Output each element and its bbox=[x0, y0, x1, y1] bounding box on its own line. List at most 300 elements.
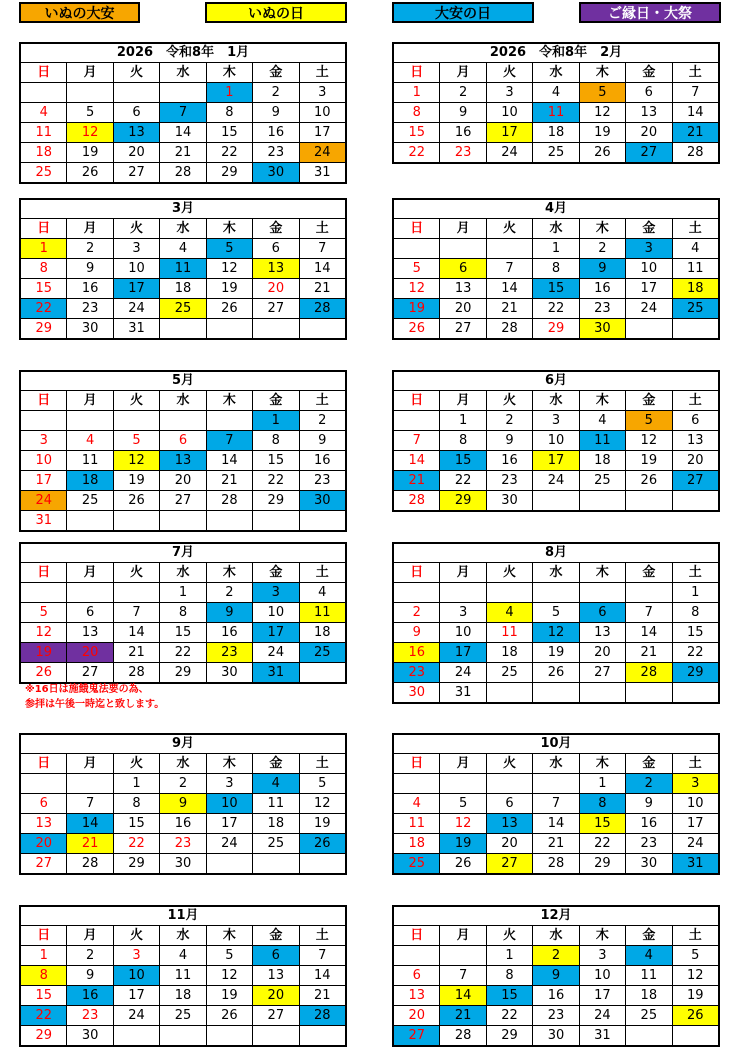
day-cell: 28 bbox=[66, 854, 112, 873]
empty-day-cell bbox=[113, 583, 159, 602]
weekday-header: 水 bbox=[159, 391, 205, 410]
day-cell: 19 bbox=[113, 471, 159, 490]
weekday-header: 日 bbox=[37, 565, 51, 580]
empty-day-cell bbox=[579, 491, 625, 510]
day-cell: 27 bbox=[486, 854, 532, 873]
day-cell: 1 bbox=[486, 946, 532, 965]
day-cell: 11 bbox=[532, 103, 578, 122]
day-cell: 18 bbox=[532, 123, 578, 142]
weekday-header: 月 bbox=[66, 219, 112, 238]
day-cell: 27 bbox=[625, 143, 671, 162]
legend-ennichi-taisai: ご縁日・大祭 bbox=[579, 2, 721, 23]
empty-day-cell bbox=[579, 683, 625, 702]
day-cell: 20 bbox=[408, 1008, 425, 1023]
weekday-header: 日 bbox=[410, 565, 424, 580]
day-cell: 5 bbox=[66, 103, 112, 122]
day-cell: 23 bbox=[579, 299, 625, 318]
empty-day-cell bbox=[439, 946, 485, 965]
weekday-header: 金 bbox=[252, 63, 298, 82]
day-cell: 17 bbox=[113, 279, 159, 298]
day-cell: 19 bbox=[439, 834, 485, 853]
empty-day-cell bbox=[672, 683, 718, 702]
day-cell: 28 bbox=[532, 854, 578, 873]
weekday-header: 金 bbox=[252, 926, 298, 945]
day-cell: 17 bbox=[532, 451, 578, 470]
day-cell: 19 bbox=[206, 279, 252, 298]
day-cell: 21 bbox=[66, 834, 112, 853]
weekday-header: 日 bbox=[37, 928, 51, 943]
week-row bbox=[21, 122, 345, 142]
week-row bbox=[21, 965, 345, 985]
day-cell: 29 bbox=[486, 1026, 532, 1045]
day-cell: 6 bbox=[113, 103, 159, 122]
month-calendar bbox=[19, 370, 347, 532]
day-cell: 10 bbox=[252, 603, 298, 622]
week-row bbox=[21, 662, 345, 682]
day-cell: 15 bbox=[159, 623, 205, 642]
day-cell: 16 bbox=[206, 623, 252, 642]
day-cell: 8 bbox=[113, 794, 159, 813]
empty-day-cell bbox=[66, 411, 112, 430]
day-cell: 28 bbox=[159, 163, 205, 182]
day-cell: 24 bbox=[532, 471, 578, 490]
day-cell: 8 bbox=[486, 966, 532, 985]
day-cell: 19 bbox=[579, 123, 625, 142]
week-row bbox=[21, 642, 345, 662]
day-cell: 4 bbox=[625, 946, 671, 965]
day-cell: 13 bbox=[252, 259, 298, 278]
day-cell: 24 bbox=[252, 643, 298, 662]
weekday-header: 月 bbox=[66, 391, 112, 410]
day-cell: 16 bbox=[159, 814, 205, 833]
week-row bbox=[21, 853, 345, 873]
day-cell: 13 bbox=[625, 103, 671, 122]
day-cell: 23 bbox=[486, 471, 532, 490]
day-cell: 1 bbox=[21, 239, 66, 258]
weekday-header: 火 bbox=[486, 219, 532, 238]
day-cell: 12 bbox=[532, 623, 578, 642]
weekday-header: 金 bbox=[625, 219, 671, 238]
month-title: 7月 bbox=[21, 544, 345, 563]
empty-day-cell bbox=[439, 583, 485, 602]
day-cell: 3 bbox=[39, 433, 48, 448]
week-row bbox=[394, 450, 718, 470]
week-row bbox=[394, 985, 718, 1005]
day-cell: 19 bbox=[21, 643, 66, 662]
day-cell: 29 bbox=[35, 321, 52, 336]
day-cell: 25 bbox=[66, 491, 112, 510]
day-cell: 18 bbox=[35, 145, 52, 160]
day-cell: 31 bbox=[113, 319, 159, 338]
legend-taian-day: 大安の日 bbox=[392, 2, 534, 23]
weekday-header: 金 bbox=[252, 563, 298, 582]
week-row bbox=[394, 1025, 718, 1045]
day-cell: 5 bbox=[439, 794, 485, 813]
week-row bbox=[21, 582, 345, 602]
day-cell: 21 bbox=[486, 299, 532, 318]
day-cell: 29 bbox=[439, 491, 485, 510]
empty-day-cell bbox=[299, 854, 345, 873]
day-cell: 21 bbox=[394, 471, 439, 490]
empty-day-cell bbox=[206, 511, 252, 530]
day-cell: 16 bbox=[532, 986, 578, 1005]
day-cell: 21 bbox=[113, 643, 159, 662]
day-cell: 21 bbox=[299, 986, 345, 1005]
day-cell: 17 bbox=[206, 814, 252, 833]
weekday-header: 土 bbox=[672, 391, 718, 410]
empty-day-cell bbox=[113, 83, 159, 102]
day-cell: 30 bbox=[408, 685, 425, 700]
day-cell: 5 bbox=[412, 261, 421, 276]
day-cell: 7 bbox=[486, 259, 532, 278]
weekday-header: 月 bbox=[66, 926, 112, 945]
day-cell: 23 bbox=[66, 299, 112, 318]
day-cell: 13 bbox=[579, 623, 625, 642]
day-cell: 18 bbox=[408, 836, 425, 851]
empty-day-cell bbox=[532, 683, 578, 702]
month-calendar bbox=[19, 905, 347, 1047]
day-cell: 9 bbox=[412, 625, 421, 640]
day-cell: 15 bbox=[579, 814, 625, 833]
week-row bbox=[21, 813, 345, 833]
day-cell: 23 bbox=[439, 143, 485, 162]
week-row bbox=[21, 833, 345, 853]
empty-day-cell bbox=[159, 83, 205, 102]
day-cell: 18 bbox=[579, 451, 625, 470]
legend-inu-taian: いぬの大安 bbox=[19, 2, 140, 23]
day-cell: 6 bbox=[66, 603, 112, 622]
weekday-header: 日 bbox=[410, 221, 424, 236]
month-calendar bbox=[19, 198, 347, 340]
empty-day-cell bbox=[579, 583, 625, 602]
day-cell: 5 bbox=[579, 83, 625, 102]
month-calendar bbox=[392, 370, 720, 512]
empty-day-cell bbox=[486, 683, 532, 702]
day-cell: 28 bbox=[672, 143, 718, 162]
day-cell: 12 bbox=[625, 431, 671, 450]
day-cell: 8 bbox=[159, 603, 205, 622]
day-cell: 12 bbox=[299, 794, 345, 813]
weekday-header: 日 bbox=[410, 65, 424, 80]
week-row bbox=[394, 582, 718, 602]
weekday-header: 月 bbox=[66, 754, 112, 773]
day-cell: 8 bbox=[412, 105, 421, 120]
day-cell: 29 bbox=[35, 1028, 52, 1043]
weekday-header: 日 bbox=[37, 756, 51, 771]
day-cell: 26 bbox=[532, 663, 578, 682]
day-cell: 10 bbox=[299, 103, 345, 122]
day-cell: 28 bbox=[408, 493, 425, 508]
day-cell: 4 bbox=[299, 583, 345, 602]
empty-day-cell bbox=[532, 491, 578, 510]
day-cell: 26 bbox=[625, 471, 671, 490]
empty-day-cell bbox=[252, 319, 298, 338]
month-title: 2026 令和8年 1月 bbox=[21, 44, 345, 63]
weekday-header: 火 bbox=[113, 391, 159, 410]
day-cell: 16 bbox=[252, 123, 298, 142]
day-cell: 10 bbox=[532, 431, 578, 450]
day-cell: 15 bbox=[672, 623, 718, 642]
day-cell: 27 bbox=[439, 319, 485, 338]
weekday-header: 木 bbox=[206, 563, 252, 582]
empty-day-cell bbox=[299, 663, 345, 682]
day-cell: 24 bbox=[21, 491, 66, 510]
day-cell: 14 bbox=[66, 814, 112, 833]
day-cell: 7 bbox=[412, 433, 421, 448]
weekday-header-row bbox=[394, 563, 718, 582]
day-cell: 30 bbox=[579, 319, 625, 338]
empty-day-cell bbox=[672, 319, 718, 338]
day-cell: 22 bbox=[532, 299, 578, 318]
day-cell: 10 bbox=[625, 259, 671, 278]
day-cell: 2 bbox=[66, 946, 112, 965]
day-cell: 2 bbox=[579, 239, 625, 258]
weekday-header: 月 bbox=[66, 563, 112, 582]
day-cell: 2 bbox=[159, 774, 205, 793]
day-cell: 8 bbox=[579, 794, 625, 813]
day-cell: 7 bbox=[672, 83, 718, 102]
day-cell: 22 bbox=[159, 643, 205, 662]
day-cell: 21 bbox=[206, 471, 252, 490]
day-cell: 31 bbox=[579, 1026, 625, 1045]
day-cell: 29 bbox=[579, 854, 625, 873]
empty-day-cell bbox=[113, 411, 159, 430]
week-row bbox=[21, 510, 345, 530]
week-row bbox=[394, 793, 718, 813]
weekday-header: 金 bbox=[252, 219, 298, 238]
month-calendar bbox=[19, 542, 347, 684]
weekday-header: 木 bbox=[579, 219, 625, 238]
day-cell: 8 bbox=[206, 103, 252, 122]
day-cell: 4 bbox=[672, 239, 718, 258]
day-cell: 4 bbox=[159, 946, 205, 965]
weekday-header: 日 bbox=[37, 393, 51, 408]
day-cell: 7 bbox=[439, 966, 485, 985]
day-cell: 4 bbox=[486, 603, 532, 622]
day-cell: 1 bbox=[113, 774, 159, 793]
weekday-header-row bbox=[394, 926, 718, 945]
day-cell: 26 bbox=[206, 299, 252, 318]
day-cell: 3 bbox=[672, 774, 718, 793]
weekday-header: 日 bbox=[410, 928, 424, 943]
day-cell: 6 bbox=[252, 946, 298, 965]
weekday-header: 土 bbox=[299, 219, 345, 238]
day-cell: 15 bbox=[252, 451, 298, 470]
day-cell: 26 bbox=[66, 163, 112, 182]
weekday-header: 月 bbox=[439, 926, 485, 945]
day-cell: 2 bbox=[206, 583, 252, 602]
week-row bbox=[394, 662, 718, 682]
day-cell: 4 bbox=[66, 431, 112, 450]
day-cell: 22 bbox=[206, 143, 252, 162]
day-cell: 28 bbox=[206, 491, 252, 510]
month-title: 8月 bbox=[394, 544, 718, 563]
week-row bbox=[394, 278, 718, 298]
weekday-header: 火 bbox=[113, 754, 159, 773]
week-row bbox=[21, 490, 345, 510]
day-cell: 20 bbox=[66, 643, 112, 662]
weekday-header: 土 bbox=[299, 754, 345, 773]
day-cell: 26 bbox=[579, 143, 625, 162]
day-cell: 25 bbox=[672, 299, 718, 318]
week-row bbox=[394, 1005, 718, 1025]
day-cell: 13 bbox=[66, 623, 112, 642]
empty-day-cell bbox=[439, 774, 485, 793]
day-cell: 12 bbox=[66, 123, 112, 142]
day-cell: 20 bbox=[625, 123, 671, 142]
day-cell: 14 bbox=[625, 623, 671, 642]
day-cell: 24 bbox=[672, 834, 718, 853]
day-cell: 10 bbox=[206, 794, 252, 813]
day-cell: 30 bbox=[299, 491, 345, 510]
day-cell: 15 bbox=[113, 814, 159, 833]
week-row bbox=[21, 298, 345, 318]
day-cell: 28 bbox=[299, 1006, 345, 1025]
day-cell: 23 bbox=[299, 471, 345, 490]
day-cell: 9 bbox=[439, 103, 485, 122]
day-cell: 9 bbox=[625, 794, 671, 813]
day-cell: 18 bbox=[486, 643, 532, 662]
weekday-header: 土 bbox=[672, 926, 718, 945]
week-row bbox=[394, 813, 718, 833]
weekday-header: 土 bbox=[299, 926, 345, 945]
empty-day-cell bbox=[159, 1026, 205, 1045]
day-cell: 20 bbox=[672, 451, 718, 470]
day-cell: 7 bbox=[113, 603, 159, 622]
day-cell: 10 bbox=[113, 966, 159, 985]
day-cell: 3 bbox=[439, 603, 485, 622]
weekday-header: 水 bbox=[159, 754, 205, 773]
day-cell: 2 bbox=[412, 605, 421, 620]
week-row bbox=[394, 430, 718, 450]
holiday-note bbox=[25, 682, 164, 712]
week-row bbox=[21, 142, 345, 162]
day-cell: 5 bbox=[299, 774, 345, 793]
week-row bbox=[394, 853, 718, 873]
empty-day-cell bbox=[21, 83, 66, 102]
weekday-header: 水 bbox=[159, 63, 205, 82]
day-cell: 7 bbox=[532, 794, 578, 813]
empty-day-cell bbox=[206, 319, 252, 338]
empty-day-cell bbox=[206, 1026, 252, 1045]
week-row bbox=[394, 142, 718, 162]
month-title: 4月 bbox=[394, 200, 718, 219]
day-cell: 13 bbox=[35, 816, 52, 831]
day-cell: 8 bbox=[672, 603, 718, 622]
weekday-header: 火 bbox=[486, 391, 532, 410]
day-cell: 13 bbox=[252, 966, 298, 985]
day-cell: 18 bbox=[672, 279, 718, 298]
day-cell: 16 bbox=[66, 986, 112, 1005]
legend-inu-day: いぬの日 bbox=[205, 2, 347, 23]
day-cell: 9 bbox=[532, 966, 578, 985]
day-cell: 22 bbox=[408, 145, 425, 160]
day-cell: 1 bbox=[579, 774, 625, 793]
day-cell: 11 bbox=[159, 966, 205, 985]
day-cell: 27 bbox=[159, 491, 205, 510]
day-cell: 13 bbox=[672, 431, 718, 450]
day-cell: 23 bbox=[252, 143, 298, 162]
day-cell: 14 bbox=[486, 279, 532, 298]
day-cell: 28 bbox=[113, 663, 159, 682]
day-cell: 17 bbox=[299, 123, 345, 142]
empty-day-cell bbox=[394, 239, 439, 258]
week-row bbox=[394, 410, 718, 430]
day-cell: 21 bbox=[439, 1006, 485, 1025]
weekday-header: 金 bbox=[625, 926, 671, 945]
empty-day-cell bbox=[672, 1026, 718, 1045]
day-cell: 30 bbox=[486, 491, 532, 510]
weekday-header: 火 bbox=[113, 563, 159, 582]
day-cell: 24 bbox=[439, 663, 485, 682]
week-row bbox=[394, 122, 718, 142]
day-cell: 25 bbox=[159, 299, 205, 318]
empty-day-cell bbox=[625, 319, 671, 338]
day-cell: 30 bbox=[532, 1026, 578, 1045]
empty-day-cell bbox=[159, 411, 205, 430]
week-row bbox=[394, 238, 718, 258]
day-cell: 4 bbox=[39, 105, 48, 120]
day-cell: 25 bbox=[299, 643, 345, 662]
empty-day-cell bbox=[625, 583, 671, 602]
day-cell: 27 bbox=[252, 299, 298, 318]
day-cell: 13 bbox=[486, 814, 532, 833]
empty-day-cell bbox=[625, 1026, 671, 1045]
day-cell: 3 bbox=[579, 946, 625, 965]
weekday-header: 土 bbox=[299, 563, 345, 582]
day-cell: 6 bbox=[672, 411, 718, 430]
day-cell: 26 bbox=[35, 665, 52, 680]
day-cell: 14 bbox=[299, 259, 345, 278]
day-cell: 14 bbox=[113, 623, 159, 642]
day-cell: 22 bbox=[486, 1006, 532, 1025]
day-cell: 13 bbox=[439, 279, 485, 298]
week-row bbox=[394, 490, 718, 510]
day-cell: 16 bbox=[486, 451, 532, 470]
day-cell: 6 bbox=[439, 259, 485, 278]
day-cell: 22 bbox=[21, 1006, 66, 1025]
day-cell: 29 bbox=[113, 854, 159, 873]
day-cell: 25 bbox=[579, 471, 625, 490]
empty-day-cell bbox=[439, 239, 485, 258]
weekday-header: 水 bbox=[532, 219, 578, 238]
day-cell: 30 bbox=[625, 854, 671, 873]
day-cell: 1 bbox=[412, 85, 421, 100]
day-cell: 24 bbox=[625, 299, 671, 318]
day-cell: 6 bbox=[252, 239, 298, 258]
empty-day-cell bbox=[486, 239, 532, 258]
day-cell: 19 bbox=[672, 986, 718, 1005]
day-cell: 19 bbox=[532, 643, 578, 662]
weekday-header-row bbox=[21, 563, 345, 582]
month-calendar bbox=[19, 733, 347, 875]
day-cell: 11 bbox=[159, 259, 205, 278]
day-cell: 1 bbox=[206, 83, 252, 102]
weekday-header: 土 bbox=[672, 754, 718, 773]
empty-day-cell bbox=[252, 511, 298, 530]
day-cell: 2 bbox=[66, 239, 112, 258]
day-cell: 29 bbox=[252, 491, 298, 510]
day-cell: 20 bbox=[252, 279, 298, 298]
day-cell: 12 bbox=[206, 966, 252, 985]
day-cell: 16 bbox=[579, 279, 625, 298]
day-cell: 9 bbox=[579, 259, 625, 278]
day-cell: 11 bbox=[66, 451, 112, 470]
week-row bbox=[21, 1005, 345, 1025]
day-cell: 3 bbox=[532, 411, 578, 430]
day-cell: 22 bbox=[579, 834, 625, 853]
day-cell: 21 bbox=[159, 143, 205, 162]
